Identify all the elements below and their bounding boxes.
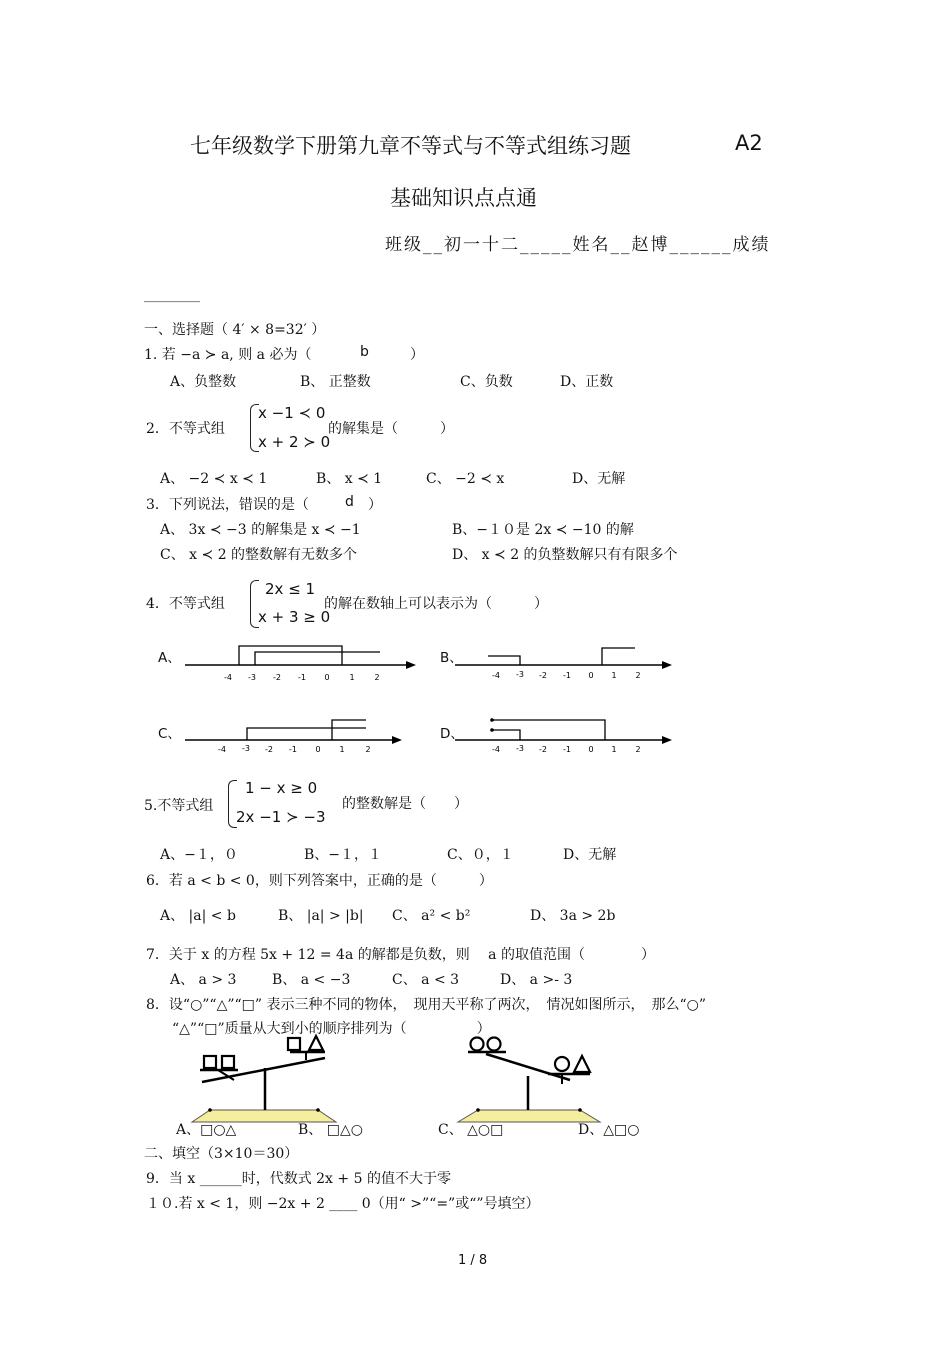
q2-stem: 2．不等式组 [146,421,225,437]
q4-numberline-d [450,714,680,760]
page-title: 七年级数学下册第九章不等式与不等式组练习题 [190,134,631,158]
q2-line-1: x −1 ≺ 0 [258,404,326,422]
tick-label: -3 [516,670,524,679]
tick-label: -3 [242,744,250,753]
q10-text: １０.若 x < 1，则 −2x + 2 ____ 0（用“ >”“=”或“”号填空） [146,1196,540,1212]
q5-option-d: D、无解 [563,847,617,863]
tick-label: 2 [374,673,380,682]
q6-option-d: D、 3a > 2b [530,908,616,924]
q4-numberline-b [450,640,680,686]
tick-label: -4 [224,673,232,682]
q2-tail: 的解集是（ ） [328,421,454,437]
tick-label: -1 [298,673,306,682]
q6-option-b: B、 |a| > |b| [278,908,364,924]
tick-label: -4 [492,671,500,680]
q6-option-c: C、 a² < b² [392,908,471,924]
q5-tail: 的整数解是（ ） [342,796,468,812]
q1-option-b: B、 正整数 [300,374,371,390]
q4-tail: 的解在数轴上可以表示为（ ） [324,596,548,612]
q2-option-a: A、 −2 ≺ x ≺ 1 [160,471,268,487]
tick-label: 2 [635,745,641,754]
q3-option-c: C、 x ≺ 2 的整数解有无数多个 [160,547,358,563]
q1-answer: b [360,344,369,360]
q3-option-b: B、−１０是 2x ≺ −10 的解 [452,522,634,538]
tick-label: -2 [265,745,273,754]
q2-option-d: D、无解 [572,471,626,487]
q4-numberline-c [180,714,410,760]
q9-text: 9．当 x ______时，代数式 2x + 5 的值不大于零 [146,1171,451,1187]
tick-label: -2 [539,745,547,754]
q4-label-a: A、 [158,650,181,666]
q7-option-a: A、 a > 3 [170,972,237,988]
q3-stem: 3．下列说法，错误的是（ [146,497,309,513]
q8-stem-line-2: “△”“□”质量从大到小的顺序排列为（ ） [172,1021,491,1037]
q8-option-c: C、 △○□ [438,1122,504,1138]
balance-scale-right [450,1030,620,1130]
q2-option-c: C、 −2 ≺ x [426,471,505,487]
tick-label: 1 [611,671,617,680]
tick-label: -1 [289,745,297,754]
q5-line-1: 1 − x ≥ 0 [245,779,318,797]
tick-label: -4 [492,745,500,754]
q4-line-1: 2x ≤ 1 [265,580,316,598]
tick-label: -4 [218,745,226,754]
q8-stem-line-1: 8．设“○”“△”“□” 表示三种不同的物体， 现用天平称了两次， 情况如图所示， 那么“○” [146,997,707,1013]
q1-option-a: A、负整数 [170,374,237,390]
tick-label: -2 [539,671,547,680]
q2-line-2: x + 2 ≻ 0 [258,433,331,451]
tick-label: -1 [563,671,571,680]
q3-option-d: D、 x ≺ 2 的负整数解只有有限多个 [452,547,678,563]
tick-label: 1 [611,745,617,754]
tick-label: 0 [588,745,594,754]
q1-option-d: D、正数 [560,374,614,390]
q4-stem: 4．不等式组 [146,596,225,612]
q5-option-a: A、−１，０ [160,847,238,863]
q5-option-c: C、０，１ [447,847,514,863]
q3-close: ） [368,497,382,513]
page-number: 1 / 8 [458,1253,488,1268]
q1-option-c: C、负数 [460,374,513,390]
page-subtitle: 基础知识点点通 [390,186,537,210]
title-tag: A2 [735,131,763,155]
q7-option-d: D、 a >- 3 [500,972,573,988]
tick-label: 2 [365,745,371,754]
q8-option-b: B、 □△○ [298,1122,363,1138]
q7-option-c: C、 a < 3 [392,972,460,988]
q4-label-d: D、 [440,726,464,742]
q3-option-a: A、 3x ≺ −3 的解集是 x ≺ −1 [160,522,361,538]
q1-close: ） [410,347,424,363]
q4-numberline-a [180,640,420,686]
section-heading-fill: 二、填空（3×10＝30） [144,1146,299,1162]
q6-option-a: A、 |a| < b [160,908,236,924]
q8-option-d: D、△□○ [578,1122,640,1138]
tick-label: 2 [635,671,641,680]
student-info-line: 班级__初一十二_____姓名__赵博______成绩 [385,235,771,255]
tick-label: 0 [315,745,321,754]
tick-label: -2 [273,673,281,682]
q4-label-c: C、 [158,726,181,742]
q7-stem: 7．关于 x 的方程 5x + 12 = 4a 的解都是负数，则 a 的取值范围（ ） [146,947,655,963]
tick-label: 0 [588,671,594,680]
tick-label: -1 [563,745,571,754]
q3-answer: d [345,494,354,510]
section-heading-choice: 一、选择题（ 4′ × 8=32′ ） [144,322,326,338]
tick-label: -3 [516,744,524,753]
tick-label: 1 [349,673,355,682]
q1-stem: 1. 若 −a ≻ a, 则 a 必为（ [144,347,312,363]
q5-option-b: B、−１，１ [304,847,383,863]
q5-stem: 5.不等式组 [144,798,214,814]
q8-option-a: A、□○△ [176,1122,237,1138]
score-blank: ________ [144,287,200,303]
q4-label-b: B、 [440,650,463,666]
tick-label: 0 [324,673,330,682]
q4-line-2: x + 3 ≥ 0 [258,608,331,626]
q7-option-b: B、 a < −3 [272,972,351,988]
q5-line-2: 2x −1 ≻ −3 [236,808,326,826]
q6-stem: 6．若 a < b < 0，则下列答案中，正确的是（ ） [146,873,493,889]
tick-label: 1 [339,745,345,754]
balance-scale-left [180,1030,350,1130]
q2-option-b: B、 x ≺ 1 [316,471,383,487]
tick-label: -3 [248,673,256,682]
